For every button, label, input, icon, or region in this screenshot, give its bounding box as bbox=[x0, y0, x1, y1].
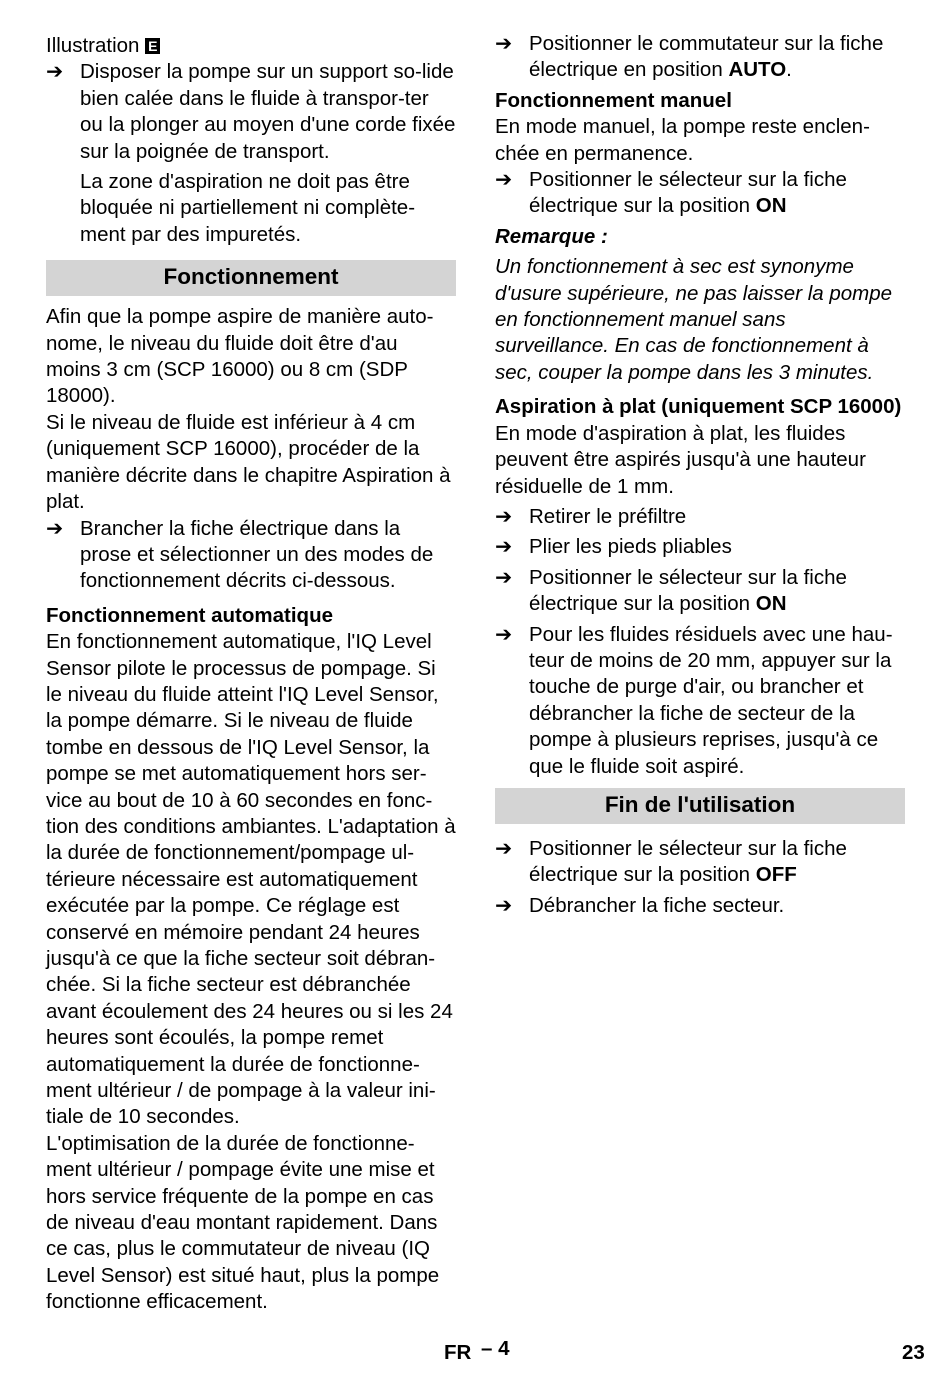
instruction-bullet bbox=[495, 565, 905, 618]
arrow-icon: ➔ bbox=[495, 32, 513, 55]
arrow-icon: ➔ bbox=[495, 622, 513, 646]
illustration-badge: E bbox=[145, 38, 160, 54]
subheading-manual: Fonctionnement manuel bbox=[495, 88, 732, 112]
note-text: Un fonctionnement à sec est synonyme d'usure supérieure, ne pas laisser la pompe en fonctionnement manuel sans surveillance. En cas de fonctionnement à sec, couper la pompe dans les 3 minutes. bbox=[495, 255, 893, 384]
footer-language: FR – 4 bbox=[444, 1337, 510, 1364]
arrow-icon: ➔ bbox=[495, 565, 513, 589]
arrow-icon: ➔ bbox=[46, 516, 64, 540]
bullet-text: Positionner le sélecteur sur la fiche électrique sur la position ON bbox=[529, 565, 847, 616]
paragraph: En mode manuel, la pompe reste enclen-chée en permanence. bbox=[495, 115, 870, 165]
arrow-icon: ➔ bbox=[495, 893, 513, 917]
paragraph: En mode d'aspiration à plat, les fluides peuvent être aspirés jusqu'à une hauteur résiduelle de 1 mm. bbox=[495, 421, 866, 498]
instruction-bullet bbox=[46, 516, 456, 595]
arrow-icon: ➔ bbox=[495, 504, 513, 528]
section-heading-fonctionnement: Fonctionnement bbox=[46, 260, 456, 296]
paragraph: En fonctionnement automatique, l'IQ Level Sensor pilote le processus de pompage. Si le niveau du fluide atteint l'IQ Level Sensor, la pompe démarre. Si le niveau de fluide tombe en dessous de l'IQ Level Sensor, la pompe se met automatiquement hors ser-vice au bout de 10 à 60 secondes en fonc-tion des conditions ambiantes. L'adaptation à la durée de fonctionnement/pompage ul-térieure nécessaire est automatiquement exécutée par la pompe. Ce réglage est conservé en mémoire pendant 24 heures jusqu'à ce que la fiche secteur soit débran-chée. Si la fiche secteur est débranchée avant écoulement des 24 heures ou si les 24 heures sont écoulés, la pompe remet automatiquement la durée de fonctionne-ment ultérieur / de pompage à la valeur ini-tiale de 10 secondes. bbox=[46, 630, 456, 1129]
bullet-text: Plier les pieds pliables bbox=[529, 535, 732, 559]
instruction-bullet bbox=[46, 59, 456, 165]
bullet-note: La zone d'aspiration ne doit pas être bloquée ni partiellement ni complète-ment par des impuretés. bbox=[80, 170, 416, 246]
paragraph: L'optimisation de la durée de fonctionne-ment ultérieur / pompage évite une mise et hors service fréquente de la pompe en cas de niveau d'eau montant rapidement. Dans ce cas, plus le commutateur de niveau (IQ Level Sensor) est situé haut, plus la pompe fonctionne efficacement. bbox=[46, 1131, 440, 1314]
bullet-text: Retirer le préfiltre bbox=[529, 504, 687, 528]
arrow-icon: ➔ bbox=[495, 836, 513, 860]
instruction-bullet bbox=[495, 836, 905, 889]
paragraph: Si le niveau de fluide est inférieur à 4 cm (uniquement SCP 16000), procéder de la manière décrite dans le chapitre Aspiration à plat. bbox=[46, 410, 451, 514]
bullet-text: Positionner le sélecteur sur la fiche électrique sur la position ON bbox=[529, 168, 847, 218]
illustration-ref: Illustration E bbox=[46, 33, 456, 59]
bullet-text: Disposer la pompe sur un support so-lide bien calée dans le fluide à transpor-ter ou la plonger au moyen d'une corde fixée sur la poignée de transport. bbox=[80, 60, 456, 163]
footer-section-number: – 4 bbox=[481, 1337, 510, 1360]
bullet-text: Débrancher la fiche secteur. bbox=[529, 893, 785, 917]
right-column bbox=[495, 31, 905, 919]
arrow-icon: ➔ bbox=[46, 60, 64, 84]
instruction-bullet bbox=[495, 504, 905, 530]
page-number: 23 bbox=[902, 1341, 925, 1364]
instruction-bullet bbox=[495, 31, 905, 84]
instruction-bullet bbox=[495, 167, 905, 220]
note-title: Remarque : bbox=[495, 224, 608, 248]
subheading-automatic: Fonctionnement automatique bbox=[46, 603, 333, 627]
instruction-bullet bbox=[495, 622, 905, 780]
instruction-bullet bbox=[495, 893, 905, 919]
section-heading-fin: Fin de l'utilisation bbox=[495, 788, 905, 824]
arrow-icon: ➔ bbox=[495, 168, 513, 192]
bullet-text: Brancher la fiche électrique dans la prose et sélectionner un des modes de fonctionnement décrits ci-dessous. bbox=[80, 516, 434, 593]
arrow-icon: ➔ bbox=[495, 535, 513, 559]
instruction-bullet bbox=[495, 534, 905, 560]
subheading-flat-suction: Aspiration à plat (uniquement SCP 16000) bbox=[495, 395, 902, 419]
paragraph: Afin que la pompe aspire de manière auto-nome, le niveau du fluide doit être d'au moins 3 cm (SCP 16000) ou 8 cm (SDP 18000). bbox=[46, 305, 434, 408]
bullet-text: Positionner le commutateur sur la fiche électrique en position AUTO. bbox=[529, 32, 884, 82]
bullet-text: Pour les fluides résiduels avec une hau-teur de moins de 20 mm, appuyer sur la touche de purge d'air, ou brancher et débrancher la fiche de secteur de la pompe à plusieurs reprises, jusqu'à ce que le fluide soit aspiré. bbox=[529, 622, 893, 778]
bullet-text: Positionner le sélecteur sur la fiche électrique sur la position OFF bbox=[529, 836, 847, 887]
left-column bbox=[46, 31, 456, 1316]
